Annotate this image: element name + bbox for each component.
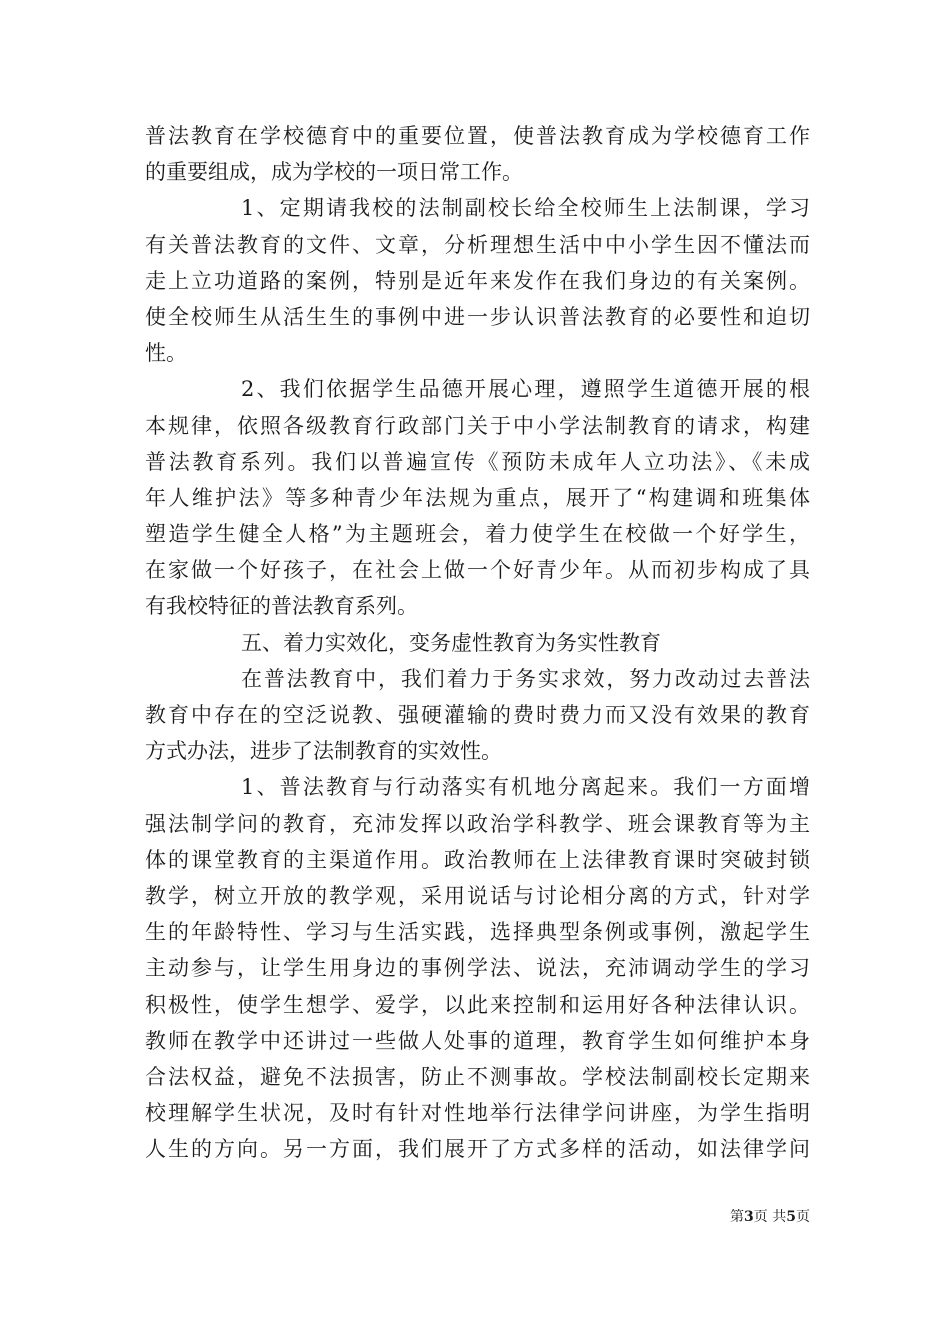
text-line: 走上立功道路的案例，特别是近年来发作在我们身边的有关案例。: [145, 268, 810, 293]
text-line: 有我校特征的普法教育系列。: [145, 594, 418, 619]
text-line: 使全校师生从活生生的事例中进一步认识普法教育的必要性和迫切: [145, 304, 810, 329]
text-line: 1、定期请我校的法制副校长给全校师生上法制课，学习: [241, 196, 810, 221]
text-line: 体的课堂教育的主渠道作用。政治教师在上法律教育课时突破封锁: [145, 847, 810, 872]
text-line: 合法权益，避免不法损害，防止不测事故。学校法制副校长定期来: [145, 1064, 810, 1089]
text-line: 校理解学生状况，及时有针对性地举行法律学问讲座，为学生指明: [145, 1101, 810, 1126]
total-page-number: 5: [786, 1209, 796, 1225]
text-line: 方式办法，进步了法制教育的实效性。: [145, 739, 502, 764]
text-line: 五、着力实效化，变务虚性教育为务实性教育: [241, 630, 661, 655]
text-line: 在普法教育中，我们着力于务实求效，努力改动过去普法: [241, 666, 810, 691]
text-line: 有关普法教育的文件、文章，分析理想生活中中小学生因不懂法而: [145, 232, 810, 257]
text-line: 生的年龄特性、学习与生活实践，选择典型条例或事例，激起学生: [145, 920, 810, 945]
text-line: 积极性，使学生想学、爱学，以此来控制和运用好各种法律认识。: [145, 992, 810, 1017]
page-prefix: 第: [730, 1209, 745, 1225]
text-line: 教学，树立开放的教学观，采用说话与讨论相分离的方式，针对学: [145, 883, 810, 908]
page-footer: [690, 1206, 810, 1226]
text-line: 普法教育在学校德育中的重要位置，使普法教育成为学校德育工作: [145, 124, 810, 148]
text-line: 本规律，依照各级教育行政部门关于中小学法制教育的请求，构建: [145, 413, 810, 438]
text-line: 教师在教学中还讲过一些做人处事的道理，教育学生如何维护本身: [145, 1028, 810, 1053]
text-line: 教育中存在的空泛说教、强硬灌输的费时费力而又没有效果的教育: [145, 703, 810, 727]
text-line: 性。: [145, 341, 187, 366]
page-middle: 页 共: [753, 1209, 787, 1225]
text-line: 在家做一个好孩子，在社会上做一个好青少年。从而初步构成了具: [145, 558, 810, 583]
page-suffix: 页: [796, 1209, 810, 1225]
text-line: 2、我们依据学生品德开展心理，遵照学生道德开展的根: [241, 377, 810, 402]
text-line: 普法教育系列。我们以普遍宣传《预防未成年人立功法》、《未成: [145, 449, 810, 474]
current-page-number: 3: [744, 1209, 754, 1225]
text-line: 人生的方向。另一方面，我们展开了方式多样的活动，如法律学问: [145, 1137, 810, 1162]
text-line: 塑造学生健全人格”为主题班会，着力使学生在校做一个好学生，: [145, 522, 810, 547]
text-line: 年人维护法》等多种青少年法规为重点，展开了“构建调和班集体: [145, 485, 810, 510]
text-line: 主动参与，让学生用身边的事例学法、说法，充沛调动学生的学习: [145, 956, 810, 981]
text-line: 的重要组成，成为学校的一项日常工作。: [145, 160, 523, 185]
text-line: 强法制学问的教育，充沛发挥以政治学科教学、班会课教育等为主: [145, 811, 810, 836]
text-line: 1、普法教育与行动落实有机地分离起来。我们一方面增: [241, 775, 810, 800]
body-text: [145, 118, 810, 1167]
